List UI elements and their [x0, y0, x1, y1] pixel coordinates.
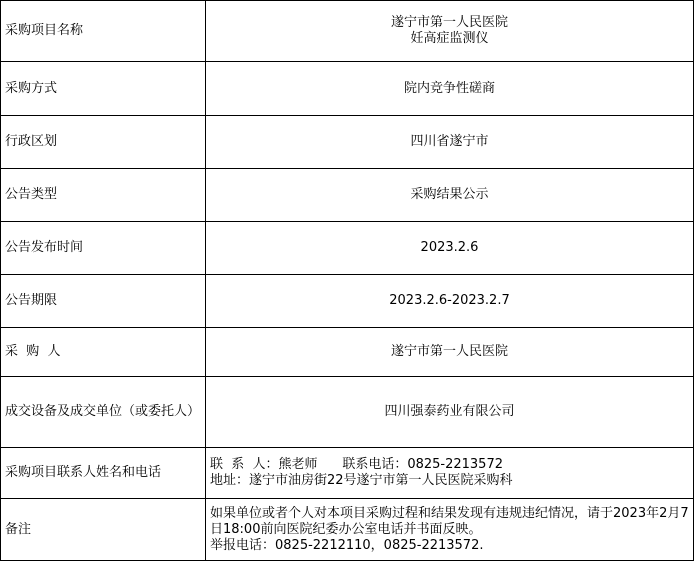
- row-value-contact: [206, 448, 694, 499]
- row-value-project-name: [206, 1, 694, 62]
- row-label-winning-supplier: 成交设备及成交单位（或委托人）: [1, 377, 206, 448]
- contact-address: 地址：遂宁市油房街22号遂宁市第一人民医院采购科: [210, 473, 513, 488]
- table-row-notice-type: [1, 169, 694, 222]
- row-label-region: 行政区划: [1, 116, 206, 169]
- row-value-remarks: [206, 499, 694, 561]
- row-label-procurement-method: 采购方式: [1, 62, 206, 116]
- remarks-text: 如果单位或者个人对本项目采购过程和结果发现有违规违纪情况，请于2023年2月7日18:00前向医院纪委办公室电话并书面反映。: [210, 505, 689, 537]
- table-row-region: [1, 116, 694, 169]
- row-value-winning-supplier: 四川强泰药业有限公司: [206, 377, 694, 448]
- table-row-contact: [1, 448, 694, 499]
- project-name-line-1: 遂宁市第一人民医院: [390, 15, 508, 30]
- row-value-notice-type: 采购结果公示: [206, 169, 694, 222]
- project-name-line-2: 妊高症监测仪: [410, 31, 489, 46]
- row-label-project-name: 采购项目名称: [1, 1, 206, 62]
- row-label-publish-time: 公告发布时间: [1, 222, 206, 275]
- row-value-region: 四川省遂宁市: [206, 116, 694, 169]
- row-label-remarks: 备注: [1, 499, 206, 561]
- row-value-notice-period: 2023.2.6-2023.2.7: [206, 275, 694, 328]
- row-value-procurement-method: 院内竞争性磋商: [206, 62, 694, 116]
- table-row-procurement-method: [1, 62, 694, 116]
- report-phone: 举报电话：0825-2212110，0825-2213572.: [210, 537, 484, 553]
- row-label-notice-type: 公告类型: [1, 169, 206, 222]
- table-row-purchaser: [1, 328, 694, 377]
- row-value-publish-time: 2023.2.6: [206, 222, 694, 275]
- contact-person-phone: 联 系 人：熊老师 联系电话：0825-2213572: [210, 457, 503, 472]
- row-label-notice-period: 公告期限: [1, 275, 206, 328]
- table-row-project-name: [1, 1, 694, 62]
- row-label-contact: 采购项目联系人姓名和电话: [1, 448, 206, 499]
- row-value-purchaser: 遂宁市第一人民医院: [206, 328, 694, 377]
- table-row-publish-time: [1, 222, 694, 275]
- table-row-winning-supplier: [1, 377, 694, 448]
- row-label-purchaser: 采 购 人: [1, 328, 206, 377]
- table-row-remarks: [1, 499, 694, 561]
- table-row-notice-period: [1, 275, 694, 328]
